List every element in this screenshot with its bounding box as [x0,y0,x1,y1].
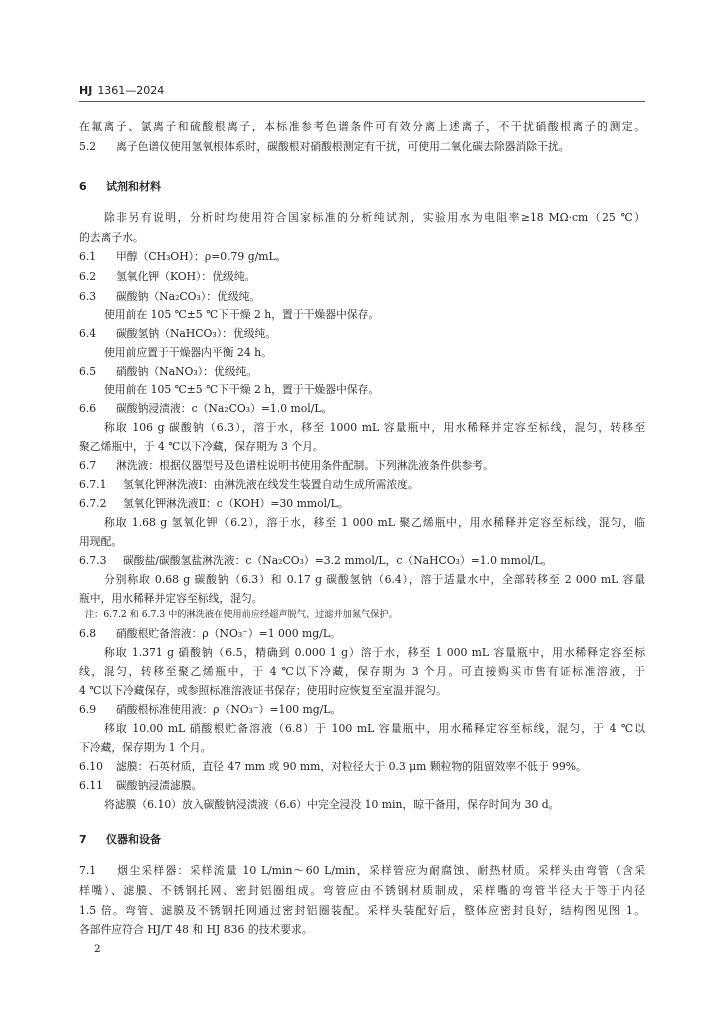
paragraph-line: 4 ℃以下冷藏保存，或参照标准溶液证书保存；使用时应恢复至室温并混匀。 [79,684,447,697]
paragraph-line: 在氟离子、氯离子和硫酸根离子，本标准参考色谱条件可有效分离上述离子，不干扰硝酸根离子的测定。 [79,120,645,133]
paragraph-line: 移取 10.00 mL 硝酸根贮备溶液（6.8）于 100 mL 容量瓶中，用水稀释定容至标线，混匀，于 4 ℃以 [104,722,645,735]
clause-6-6: 6.6 碳酸钠浸渍液：c（Na₂CO₃）=1.0 mol/L。 [79,402,333,415]
paragraph-line: 样嘴）、滤膜、不锈钢托网、密封铝圈组成。弯管应由不锈钢材质制成，采样嘴的弯管半径大于等于内径 [79,884,645,897]
paragraph-line: 的去离子水。 [79,231,144,244]
paragraph-line: 各部件应符合 HJ/T 48 和 HJ 836 的技术要求。 [79,923,313,936]
clause-6-7-3: 6.7.3 碳酸盐/碳酸氢盐淋洗液：c（Na₂CO₃）=3.2 mmol/L，c（NaHCO₃）=1.0 mmol/L。 [79,554,553,567]
paragraph-line: 线，混匀，转移至聚乙烯瓶中，于 4 ℃以下冷藏，保存期为 3 个月。可直接购买市售有证标准溶液，于 [79,665,645,678]
clause-6-3: 6.3 碳酸钠（Na₂CO₃）：优级纯。 [79,290,261,303]
header-standard-code: HJ [79,84,93,97]
clause-6-7-1: 6.7.1 氢氧化钾淋洗液Ⅰ：由淋洗液在线发生装置自动生成所需浓度。 [79,478,419,491]
clause-6-7: 6.7 淋洗液：根据仪器型号及色谱柱说明书使用条件配制。下列淋洗液条件供参考。 [79,459,494,472]
clause-6-1: 6.1 甲醇（CH₃OH）：ρ=0.79 g/mL。 [79,250,287,263]
running-header [79,84,164,97]
paragraph-line: 1.5 倍。弯管、滤膜及不锈钢托网通过密封铝圈装配。采样头装配好后，整体应密封良好，结构图见图 1。 [79,904,645,917]
paragraph-line: 使用前应置于干燥器内平衡 24 h。 [104,346,272,359]
clause-6-5: 6.5 硝酸钠（NaNO₃）：优级纯。 [79,365,258,378]
paragraph-line: 分别称取 0.68 g 碳酸钠（6.3）和 0.17 g 碳酸氢钠（6.4），溶于适量水中，全部转移至 2 000 mL 容量 [104,573,645,586]
paragraph-line: 除非另有说明，分析时均使用符合国家标准的分析纯试剂，实验用水为电阻率≥18 MΩ·cm（25 ℃） [104,211,645,224]
clause-6-11: 6.11 碳酸钠浸渍滤膜。 [79,779,203,792]
clause-6-2: 6.2 氢氧化钾（KOH）：优级纯。 [79,270,256,283]
header-standard-number: 1361—2024 [97,84,165,97]
paragraph-line: 聚乙烯瓶中，于 4 ℃以下冷藏，保存期为 3 个月。 [79,440,324,453]
clause-5-2 [79,138,645,156]
paragraph-line: 称取 106 g 碳酸钠（6.3），溶于水，移至 1000 mL 容量瓶中，用水稀释并定容至标线，混匀，转移至 [104,421,645,434]
note-line: 注：6.7.2 和 6.7.3 中的淋洗液在使用前应经超声脱气、过滤并加氮气保护。 [85,609,398,620]
clause-6-7-2: 6.7.2 氢氧化钾淋洗液Ⅱ：c（KOH）=30 mmol/L。 [79,497,349,510]
clause-6-10: 6.10 滤膜：石英材质，直径 47 mm 或 90 mm，对粒径大于 0.3 μm 颗粒物的阻留效率不低于 99%。 [79,760,587,773]
clause-7-1: 7.1 烟尘采样器：采样流量 10 L/min～60 L/min，采样管应为耐腐蚀、耐热材质。采样头由弯管（含采 [79,864,645,877]
paragraph-line: 将滤膜（6.10）放入碳酸钠浸渍液（6.6）中完全浸没 10 min，晾干备用，保存时间为 30 d。 [104,798,560,811]
clause-text: 离子色谱仪使用氢氧根体系时，碳酸根对硝酸根测定有干扰，可使用二氧化碳去除器消除干扰。 [116,140,570,153]
clause-6-8: 6.8 硝酸根贮备溶液：ρ（NO₃⁻）=1 000 mg/L。 [79,627,341,640]
clause-6-4: 6.4 碳酸氢钠（NaHCO₃）：优级纯。 [79,327,277,340]
section-heading-6: 6 试剂和材料 [79,180,161,193]
page-number: 2 [94,943,101,955]
section-heading-7: 7 仪器和设备 [79,833,161,846]
paragraph-line: 使用前在 105 ℃±5 ℃下干燥 2 h，置于干燥器中保存。 [104,308,380,321]
paragraph-line: 用现配。 [79,535,123,548]
paragraph-line: 称取 1.68 g 氢氧化钾（6.2），溶于水，移至 1 000 mL 聚乙烯瓶中，用水稀释并定容至标线，混匀，临 [104,516,645,529]
paragraph-line: 使用前在 105 ℃±5 ℃下干燥 2 h，置于干燥器中保存。 [104,383,380,396]
clause-number: 5.2 [79,140,97,153]
paragraph-line: 称取 1.371 g 硝酸钠（6.5，精确到 0.000 1 g）溶于水，移至 1 000 mL 容量瓶中，用水稀释定容至标 [104,646,645,659]
header-rule [79,101,645,102]
paragraph-line: 下冷藏，保存期为 1 个月。 [79,741,212,754]
paragraph-line: 瓶中，用水稀释并定容至标线，混匀。 [79,592,263,605]
clause-6-9: 6.9 硝酸根标准使用液：ρ（NO₃⁻）=100 mg/L。 [79,703,342,716]
